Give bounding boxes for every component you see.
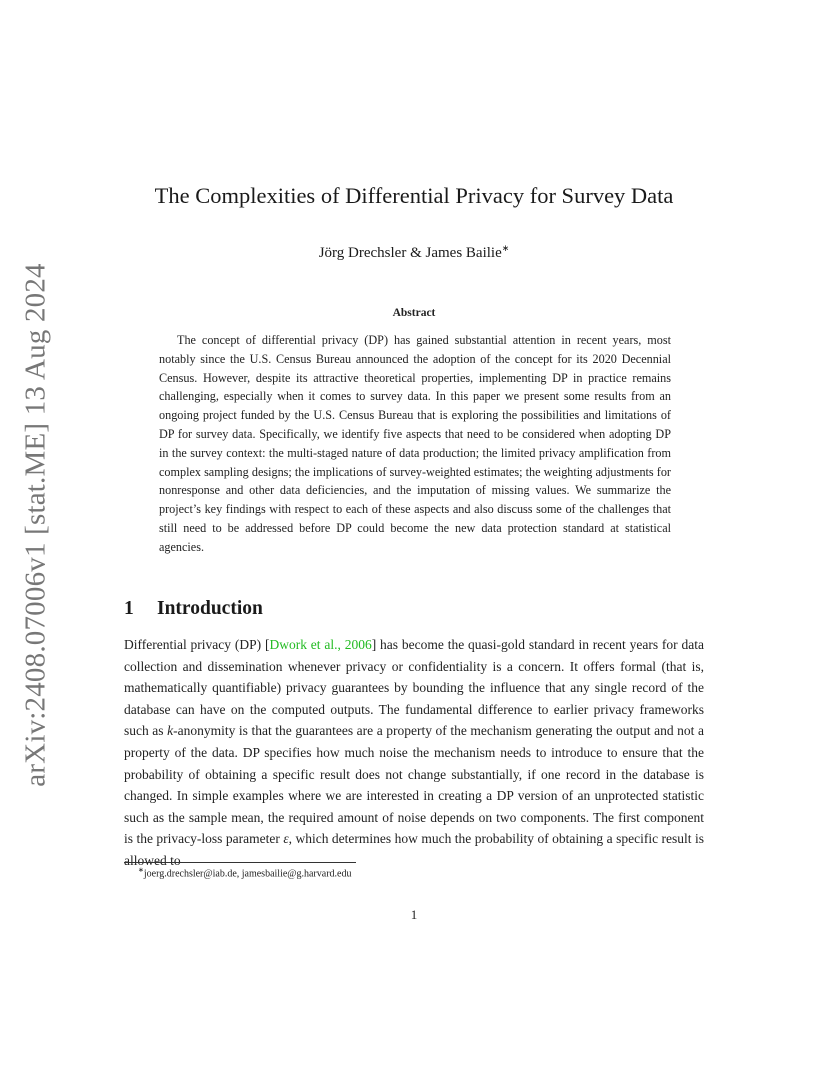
arxiv-identifier: arXiv:2408.07006v1 [stat.ME] 13 Aug 2024: [19, 263, 52, 787]
footnote-rule: [124, 862, 356, 863]
abstract-text: The concept of differential privacy (DP) has gained substantial attention in recent years, most notably since the U.S. Census Bureau announced the adoption of the concept for its 2020 Decennial Census. However, despite its attractive theoretical properties, implementing DP in practice remains challenging, especially when it comes to survey data. In this paper we present some results from an ongoing project funded by the U.S. Census Bureau that is exploring the possibilities and limitations of DP for survey data. Specifically, we identify five aspects that need to be considered when adopting DP in the survey context: the multi-staged nature of data production; the limited privacy amplification from complex sampling designs; the implications of survey-weighted estimates; the weighting adjustments for nonresponse and other data deficiencies, and the imputation of missing values. We summarize the project’s key findings with respect to each of these aspects and also discuss some of the challenges that still need to be addressed before DP could become the new data protection standard at statistical agencies.: [159, 333, 671, 554]
introduction-paragraph: [124, 634, 704, 872]
footnote: [138, 866, 351, 879]
abstract-heading: Abstract: [392, 307, 436, 319]
paper-title: The Complexities of Differential Privacy for Survey Data: [154, 183, 674, 208]
section-heading: [124, 598, 263, 620]
arxiv-sidebar-stamp: [18, 263, 54, 787]
footnote-text: joerg.drechsler@iab.de, jamesbailie@g.harvard.edu: [143, 868, 352, 880]
k-variable: k: [167, 723, 174, 739]
author-names: Jörg Drechsler & James Bailie: [318, 245, 502, 261]
author-footnote-marker: ∗: [501, 243, 510, 253]
intro-text-continued: -anonymity is that the guarantees are a property of the mechanism generating the output and not a property of the data. DP specifies how much noise the mechanism needs to introduce to ensure that the probability of obtaining a specific result does not change substantially, if one record in the database is changed. In simple examples where we are interested in creating a DP version of an unprotected statistic such as the sample mean, the required amount of noise depends on two components. The first component is the privacy-loss parameter: [124, 723, 704, 847]
citation-link[interactable]: Dwork et al., 2006: [269, 637, 372, 652]
authors-line: [0, 243, 828, 262]
intro-text-middle: ] has become the quasi-gold standard in recent years for data collection and dissemination whenever privacy or confidentiality is a concern. It offers formal (that is, mathematically quantifiable) privacy guarantees by bounding the influence that any single record of the database can have on the computed outputs. The fundamental difference to earlier privacy frameworks such as: [124, 637, 704, 739]
intro-text-end: , which determines how much the probability of obtaining a specific result is allowed to: [124, 831, 704, 868]
epsilon-symbol: ε: [283, 831, 289, 847]
section-number: 1: [124, 598, 134, 619]
footnote-marker: ∗: [138, 866, 144, 874]
intro-text-start: Differential privacy (DP) [: [124, 637, 270, 652]
page-number: 1: [410, 907, 418, 922]
section-title: Introduction: [157, 598, 263, 619]
